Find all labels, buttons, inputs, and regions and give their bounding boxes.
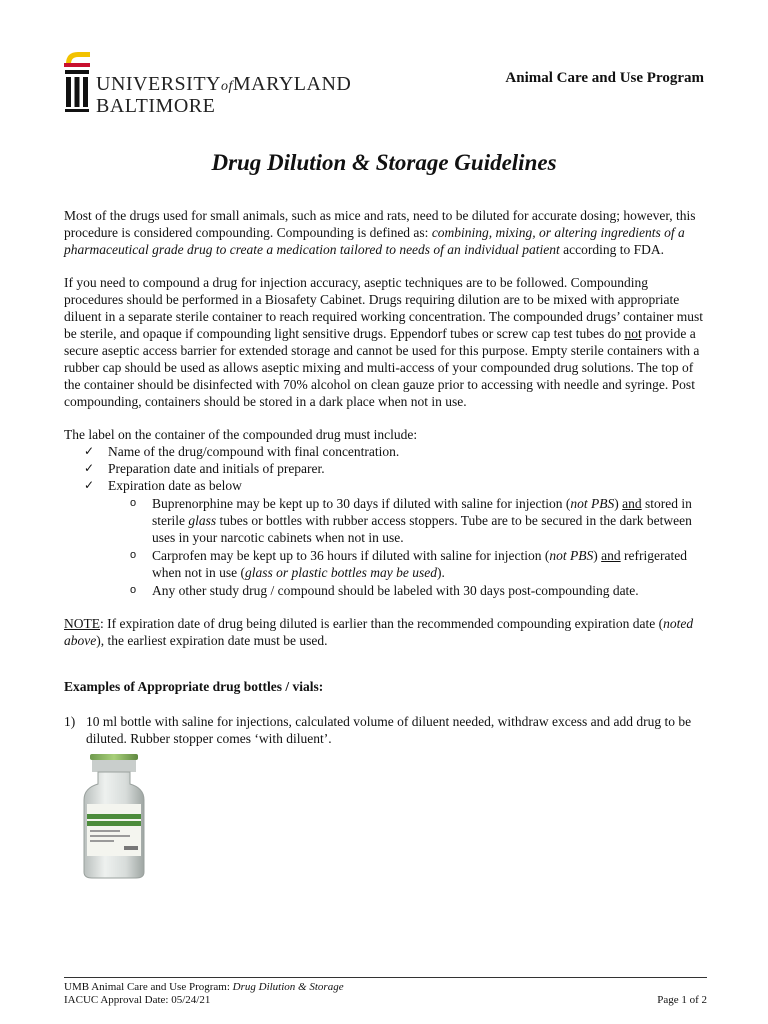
- checkmark-icon: ✓: [84, 444, 95, 458]
- note-paragraph: NOTE: If expiration date of drug being diluted is earlier than the recommended compounding expiration date (noted above), the earliest expiration date must be used.: [64, 616, 694, 648]
- sub-item-buprenorphine: o Buprenorphine may be kept up to 30 days if diluted with saline for injection (not PBS) and stored in sterile glass tubes or bottles with rubber access stoppers. Tube are to be secured in the dark between uses in your narcotic cabinets when not in use.: [130, 496, 692, 545]
- program-name: Animal Care and Use Program: [505, 70, 704, 86]
- document-body: [64, 207, 710, 747]
- mace-icon: [62, 50, 92, 122]
- label-intro: The label on the container of the compounded drug must include:: [64, 427, 418, 442]
- label-checklist: [64, 443, 710, 599]
- page-footer: [64, 981, 707, 1007]
- sub-item-other: o Any other study drug / compound should be labeled with 30 days post-compounding date.: [130, 583, 639, 598]
- footer-approval-date: IACUC Approval Date: 05/24/21: [64, 994, 211, 1006]
- check-item: ✓ Preparation date and initials of preparer.: [84, 461, 325, 476]
- checkmark-icon: ✓: [84, 461, 95, 475]
- footer-divider: [64, 977, 707, 978]
- checkmark-icon: ✓: [84, 478, 95, 492]
- intro-paragraph: Most of the drugs used for small animals, such as mice and rats, need to be diluted for accurate dosing; however, this procedure is considered compounding. Compounding is defined as: combining, mixing, or altering ingredients of a pharmaceutical grade drug to create a medication tailored to needs of an individual patient according to FDA.: [64, 208, 696, 257]
- footer-program: UMB Animal Care and Use Program: Drug Dilution & Storage: [64, 981, 344, 993]
- check-item: ✓ Expiration date as below o Buprenorphine may be kept up to 30 days if diluted with saline for injection (not PBS) and stored in sterile glass tubes or bottles with rubber access stoppers. Tube are to be secured in the dark between uses in your narcotic cabinets when not in use. o Carprofen may be kept up to 36 hours if diluted with saline for injection (not PBS) and refrigerated when not in use (glass or plastic bottles may be used). o Any other study drug / compound should be labeled with 30 days post-compounding date.: [64, 477, 710, 599]
- compounding-paragraph: If you need to compound a drug for injection accuracy, aseptic techniques are to be followed. Compounding procedures should be performed in a Biosafety Cabinet. Drugs requiring dilution are to be mixed with appropriate diluent in a separate sterile container to reach required working concentration. The compounded drugs’ container must be sterile, and opaque if compounding light sensitive drugs. Eppendorf tubes or screw cap test tubes do not provide a secure aseptic access barrier for extended storage and cannot be used for this purpose. Empty sterile containers with a rubber cap should be used as allows aseptic mixing and multi-access of your compounded drug solutions. The top of the container should be disinfected with 70% alcohol on clean gauze prior to accessing with needle and syringe. Post compounding, containers should be stored in a dark place when not in use.: [64, 275, 704, 409]
- university-logo: [62, 50, 352, 122]
- circle-bullet-icon: o: [130, 584, 137, 596]
- circle-bullet-icon: o: [130, 549, 137, 561]
- circle-bullet-icon: o: [130, 497, 137, 509]
- label-requirements: [64, 426, 710, 599]
- expiration-sublist: [108, 495, 710, 599]
- saline-vial-image: [78, 754, 150, 880]
- page-number: Page 1 of 2: [657, 994, 707, 1006]
- examples-heading: Examples of Appropriate drug bottles / vials:: [64, 679, 324, 694]
- example-item-1: 1) 10 ml bottle with saline for injections, calculated volume of diluent needed, withdraw excess and add drug to be diluted. Rubber stopper comes ‘with diluent’.: [64, 714, 692, 746]
- sub-item-carprofen: o Carprofen may be kept up to 36 hours if diluted with saline for injection (not PBS) and refrigerated when not in use (glass or plastic bottles may be used).: [130, 548, 687, 580]
- logo-wordmark: UNIVERSITYofMARYLAND BALTIMORE: [96, 73, 352, 117]
- page-title: Drug Dilution & Storage Guidelines: [211, 150, 557, 175]
- check-item: ✓ Name of the drug/compound with final concentration.: [84, 444, 400, 459]
